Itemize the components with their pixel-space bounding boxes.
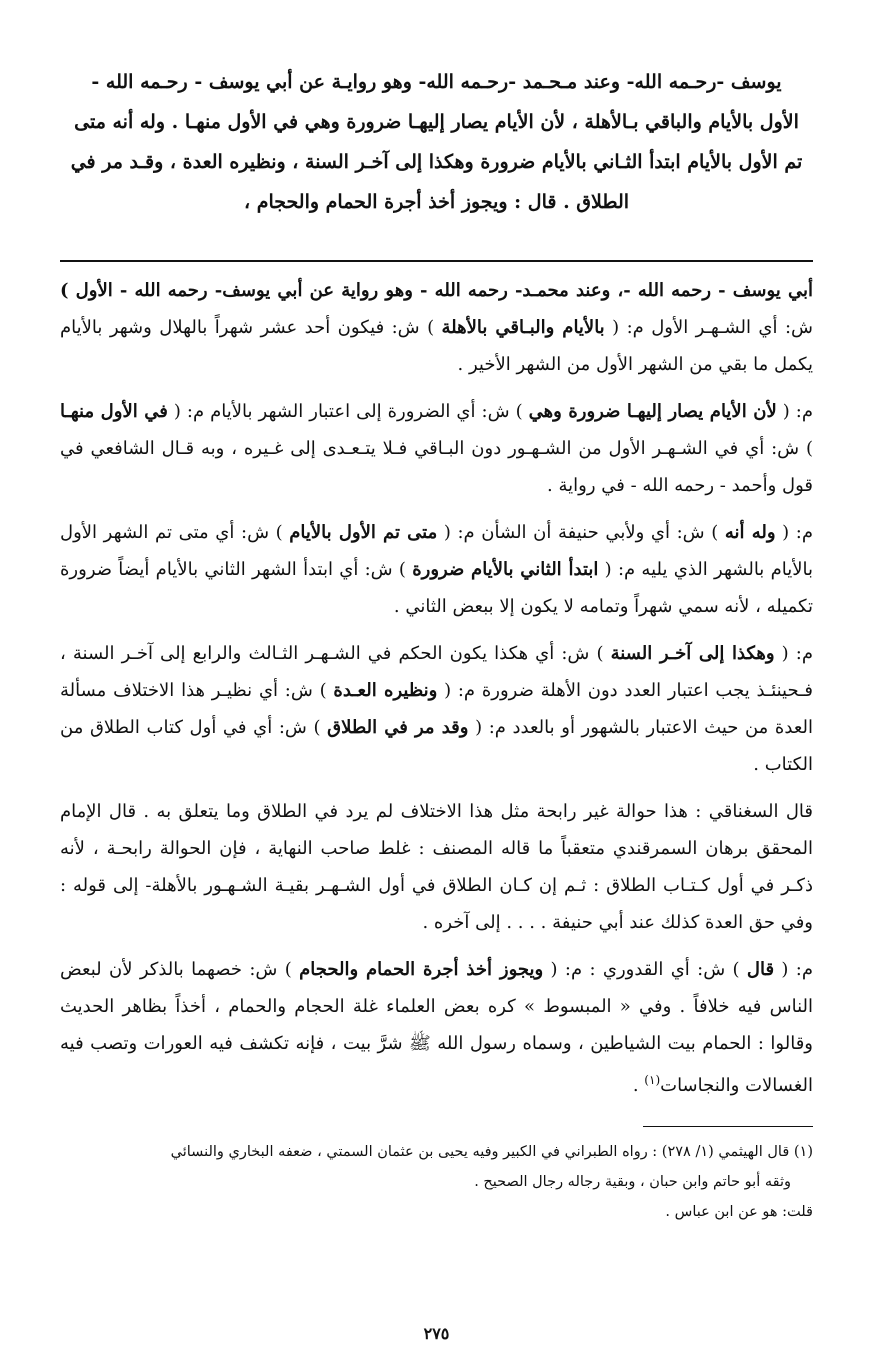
matn-line: الأول بالأيام والباقي بـالأهلة ، لأن الأيام يصار إليهـا ضرورة وهي في الأول منهـا . وله أنه متى (74, 111, 799, 133)
bold-quote: أبي يوسف - رحمه الله -، وعند محمـد- رحمه الله - وهو رواية عن أبي يوسف- رحمه الله - الأول ) (60, 280, 813, 301)
footnote-line: وثقه أبو حاتم وابن حبان ، وبقية رجاله رجال الصحيح . (474, 1174, 791, 1190)
bold-quote: لأن الأيام يصار إليهـا ضرورة وهي (528, 401, 777, 422)
sharh-paragraph (60, 514, 813, 625)
text-run: ) ش: فيكون أحد عشر شهراً بالهلال وشهر بالأيام يكمل ما بقي من الشهر الأول من الشهر الأخير . (60, 317, 813, 375)
text-run: ) ش: أي في أول كتاب الطلاق من الكتاب . (60, 717, 813, 775)
footnote-line: قلت: هو عن ابن عباس . (665, 1204, 813, 1220)
bold-quote: وهكذا إلى آخـر السنة (610, 643, 775, 664)
text-run: ) ش: أي القدوري : م: ( (543, 959, 747, 980)
text-run: ) ش: أي متى تم الشهر الأول بالأيام بالشهر الذي يليه م: ( (60, 522, 813, 580)
text-run: ) ش: أي هكذا يكون الحكم في الشـهـر الثـالث والرابع إلى آخـر السنة ، فـحينئـذ يجب اعتبار العدد دون الأهلة ضرورة م: ( (60, 643, 813, 701)
text-run: ش: أي الشـهـر الأول م: ( (604, 317, 813, 338)
text-run: ) ش: أي ابتدأ الشهر الثاني بالأيام أيضاً ضرورة تكميله ، لأنه سمي شهراً وتمامه لا يكون إلا ببعض الثاني . (60, 559, 813, 617)
bold-quote: ويجوز أخذ أجرة الحمام والحجام (299, 959, 544, 980)
matn-line: يوسف -رحـمه الله- وعند مـحـمد -رحـمه الله- وهو روايـة عن أبي يوسف - رحـمه الله - (91, 71, 782, 93)
sharh-commentary (60, 272, 813, 1104)
text-run: (١) (644, 1073, 661, 1087)
text-run: . (632, 1075, 645, 1096)
footnotes (60, 1137, 813, 1227)
bold-quote: متى تم الأول بالأيام (289, 522, 438, 543)
matn-text-block (60, 62, 813, 222)
text-run: م: ( (774, 959, 813, 980)
text-run: ) ش: أي نظيـر هذا الاختلاف مسألة العدة من حيث الاعتبار بالشهور أو بالعدد م: ( (60, 680, 813, 738)
bold-quote: بالأيام والبـاقي بالأهلة (441, 317, 605, 338)
footnote-line: (١) قال الهيثمي (١/ ٢٧٨) : رواه الطبراني في الكبير وفيه يحيى بن عثمان السمتي ، ضعفه البخاري والنسائي (170, 1144, 813, 1160)
text-run: قال السغناقي : هذا حوالة غير رابحة مثل هذا الاختلاف لم يرد في الطلاق وما يتعلق به . قال الإمام المحقق برهان السمرقندي متعقباً ما قاله المصنف : غلط صاحب النهاية ، فإن الحوالة رابحـة ، لأنه ذكـر في أول كـتـاب الطلاق : ثـم إن كـان الطلاق في أول الشـهـر بقيـة الشـهـور بالأهلة- إلى قوله : وفي حق العدة كذلك عند أبي حنيفة . . . . إلى آخره . (60, 801, 813, 933)
matn-sharh-divider (60, 260, 813, 262)
text-run: م: ( (775, 522, 813, 543)
bold-quote: في الأول منهـا (60, 401, 168, 422)
page-number: ٢٧٥ (423, 1324, 450, 1343)
sharh-paragraph (60, 793, 813, 941)
bold-quote: وقد مر في الطلاق (327, 717, 469, 738)
bold-quote: ابتدأ الثاني بالأيام ضرورة (412, 559, 599, 580)
sharh-paragraph (60, 951, 813, 1104)
text-run: م: ( (774, 643, 813, 664)
matn-line: الطلاق . قال : ويجوز أخذ أجرة الحمام والحجام ، (243, 191, 630, 213)
text-run: ) ش: خصهما بالذكر لأن لبعض الناس فيه خلافاً . وفي « المبسوط » كره بعض العلماء غلة الحجام والحمام ، أخذاً بظاهر الحديث وقالوا : الحمام بيت الشياطين ، وسماه رسول الله ﷺ شرَّ بيت ، فإنه تكشف فيه العورات وتصب فيه الغسالات والنجاسات (60, 959, 813, 1096)
sharh-paragraph (60, 635, 813, 783)
text-run: ) ش: أي في الشـهـر الأول من الشـهـور دون البـاقي فـلا يتـعـدى إلى غـيره ، وبه قـال الشافعي في قول وأحمد - رحمه الله - في رواية . (60, 438, 813, 496)
bold-quote: قال (746, 959, 775, 980)
matn-line: تم الأول بالأيام ابتدأ الثـاني بالأيام ضرورة وهكذا إلى آخـر السنة ، ونظيره العدة ، وقـد مر في (70, 151, 803, 173)
sharh-paragraph (60, 272, 813, 383)
text-run: ) ش: أي ولأبي حنيفة أن الشأن م: ( (437, 522, 725, 543)
sharh-paragraph (60, 393, 813, 504)
bold-quote: ونظيره العـدة (333, 680, 438, 701)
text-run: م: ( (776, 401, 813, 422)
text-run: ) ش: أي الضرورة إلى اعتبار الشهر بالأيام م: ( (167, 401, 529, 422)
bold-quote: وله أنه (724, 522, 776, 543)
footnote-divider (643, 1126, 813, 1127)
